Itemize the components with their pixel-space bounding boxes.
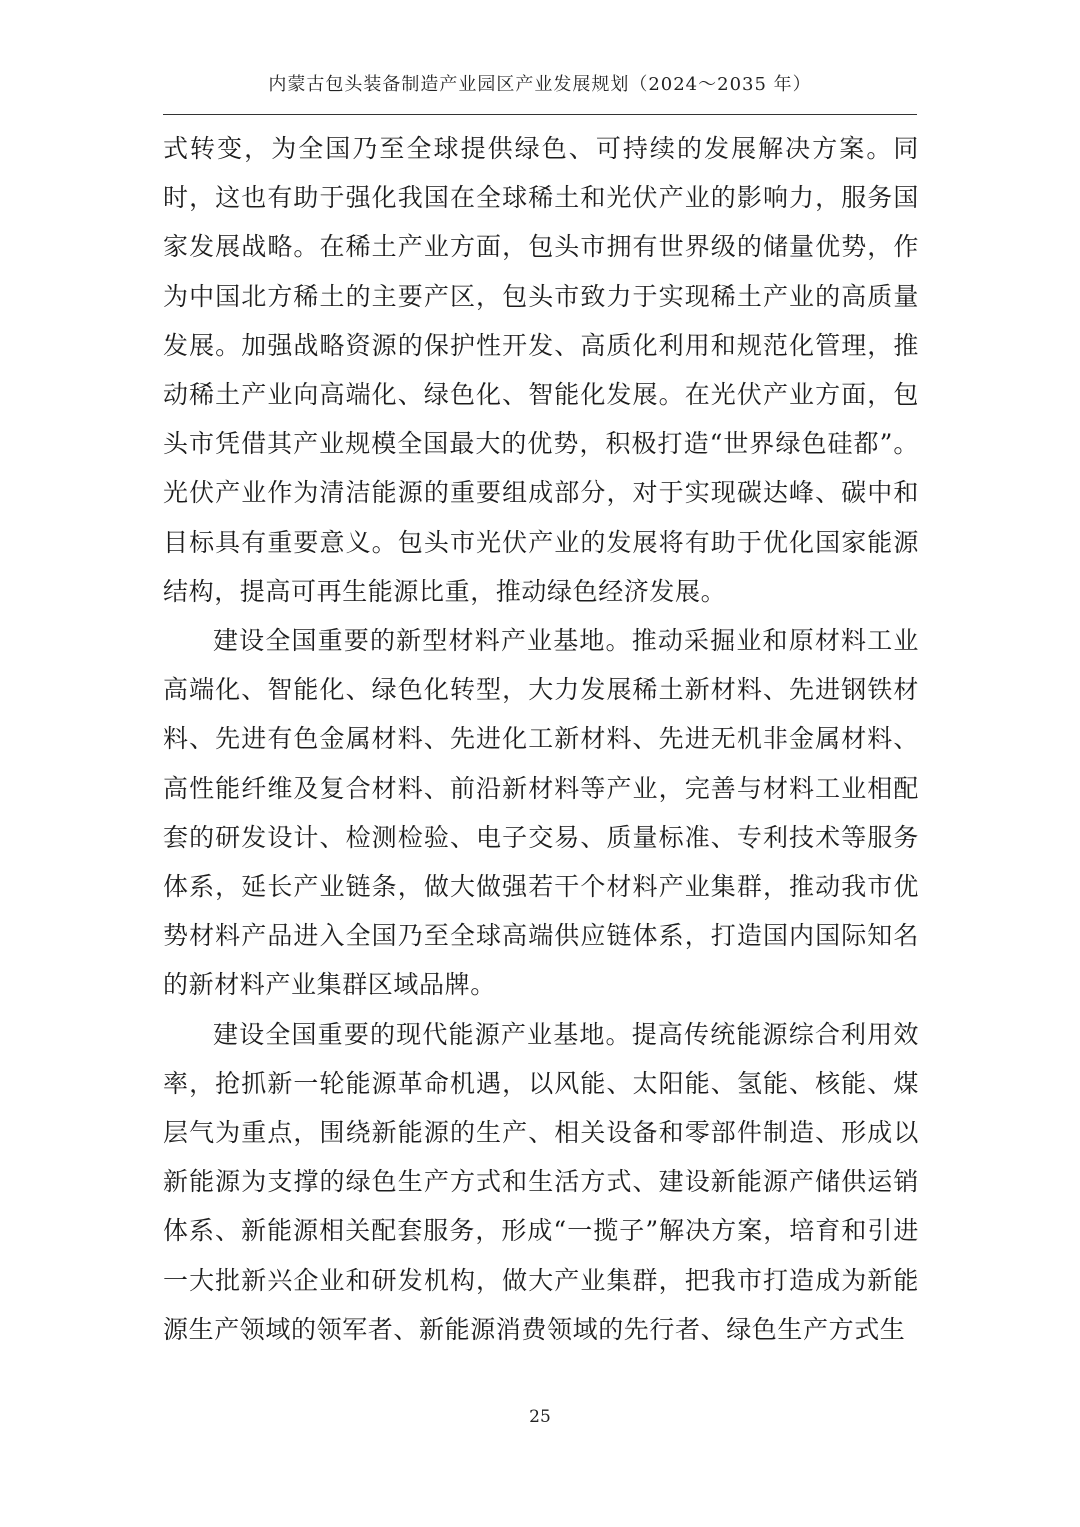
- paragraph-materials-base: 建设全国重要的新型材料产业基地。推动采掘业和原材料工业高端化、智能化、绿色化转型，大力发展稀土新材料、先进钢铁材料、先进有色金属材料、先进化工新材料、先进无机非金属材料、高性能纤维及复合材料、前沿新材料等产业，完善与材料工业相配套的研发设计、检测检验、电子交易、质量标准、专利技术等服务体系，延长产业链条，做大做强若干个材料产业集群，推动我市优势材料产品进入全国乃至全球高端供应链体系，打造国内国际知名的新材料产业集群区域品牌。: [163, 626, 919, 1000]
- running-header: 内蒙古包头装备制造产业园区产业发展规划（2024～2035 年）: [268, 74, 812, 95]
- header-rule: [163, 114, 917, 115]
- paragraph-energy-base: 建设全国重要的现代能源产业基地。提高传统能源综合利用效率，抢抓新一轮能源革命机遇，以风能、太阳能、氢能、核能、煤层气为重点，围绕新能源的生产、相关设备和零部件制造、形成以新能源为支撑的绿色生产方式和生活方式、建设新能源产储供运销体系、新能源相关配套服务，形成“一揽子”解决方案，培育和引进一大批新兴企业和研发机构，做大产业集群，把我市打造成为新能源生产领域的领军者、新能源消费领域的先行者、绿色生产方式生: [163, 1019, 919, 1344]
- page-number: 25: [529, 1407, 551, 1427]
- body-text: [163, 124, 919, 1354]
- paragraph-continued: 式转变，为全国乃至全球提供绿色、可持续的发展解决方案。同时，这也有助于强化我国在全球稀土和光伏产业的影响力，服务国家发展战略。在稀土产业方面，包头市拥有世界级的储量优势，作为中国北方稀土的主要产区，包头市致力于实现稀土产业的高质量发展。加强战略资源的保护性开发、高质化利用和规范化管理，推动稀土产业向高端化、绿色化、智能化发展。在光伏产业方面，包头市凭借其产业规模全国最大的优势，积极打造“世界绿色硅都”。光伏产业作为清洁能源的重要组成部分，对于实现碳达峰、碳中和目标具有重要意义。包头市光伏产业的发展将有助于优化国家能源结构，提高可再生能源比重，推动绿色经济发展。: [163, 134, 919, 606]
